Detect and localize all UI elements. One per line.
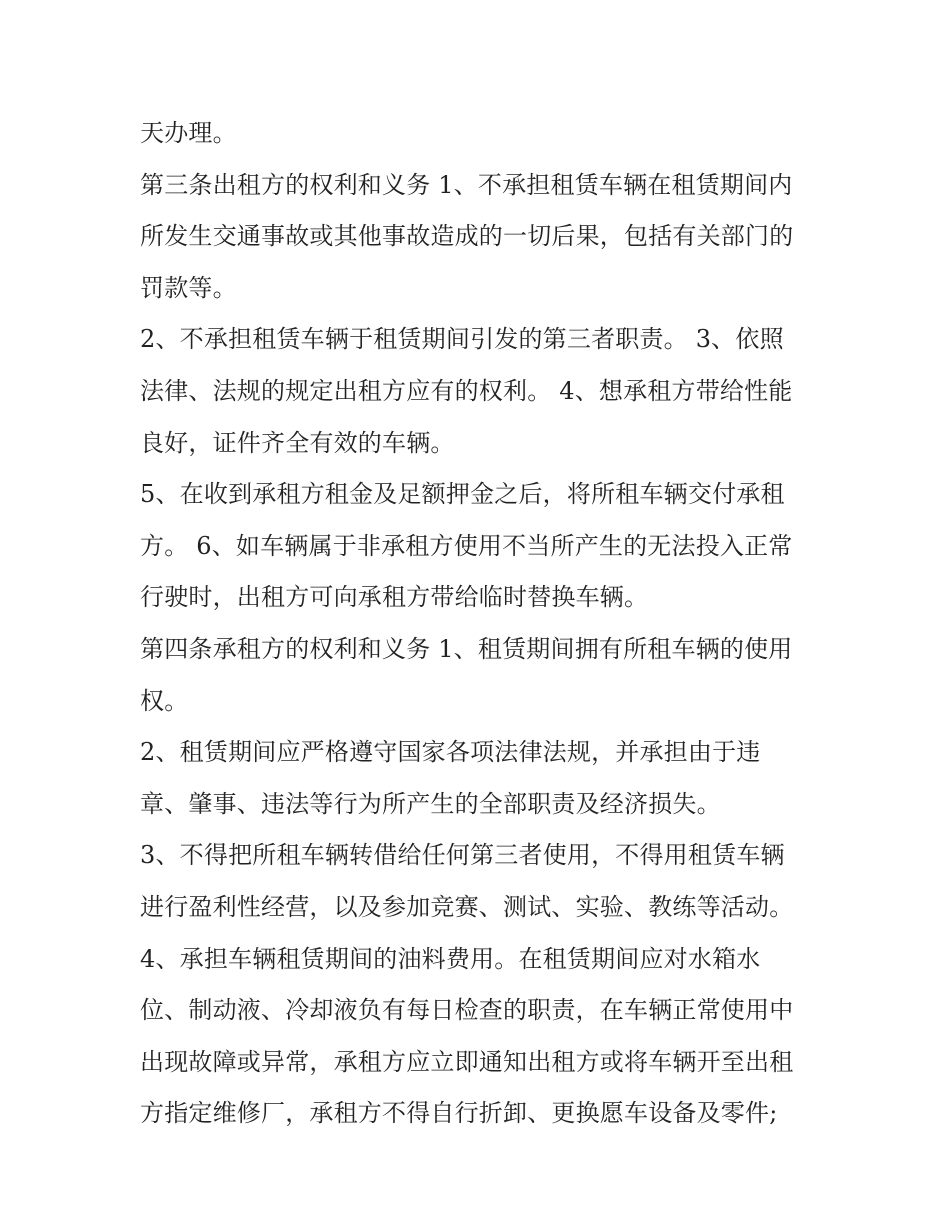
text-line: 第四条承租方的权利和义务 1、租赁期间拥有所租车辆的使用 — [140, 634, 793, 663]
text-line: 章、肇事、违法等行为所产生的全部职责及经济损失。 — [140, 789, 721, 818]
text-line: 3、不得把所租车辆转借给任何第三者使用，不得用租赁车辆 — [140, 841, 785, 870]
text-line: 2、不承担租赁车辆于租赁期间引发的第三者职责。 3、依照 — [140, 325, 784, 354]
text-line: 2、租赁期间应严格遵守国家各项法律法规，并承担由于违 — [140, 738, 761, 767]
text-line: 第三条出租方的权利和义务 1、不承担租赁车辆在租赁期间内 — [140, 170, 793, 199]
text-line: 所发生交通事故或其他事故造成的一切后果，包括有关部门的 — [140, 222, 794, 251]
text-line: 权。 — [140, 686, 189, 715]
text-line: 4、承担车辆租赁期间的油料费用。在租赁期间应对水箱水 — [140, 944, 761, 973]
text-line: 良好，证件齐全有效的车辆。 — [140, 428, 455, 457]
text-line: 方指定维修厂，承租方不得自行折卸、更换愿车设备及零件; — [140, 1099, 778, 1128]
text-line: 位、制动液、冷却液负有每日检查的职责，在车辆正常使用中 — [140, 996, 794, 1025]
text-line: 法律、法规的规定出租方应有的权利。 4、想承租方带给性能 — [140, 376, 793, 405]
text-line: 罚款等。 — [140, 273, 237, 302]
text-line: 进行盈利性经营，以及参加竞赛、测试、实验、教练等活动。 — [140, 892, 794, 921]
text-line: 5、在收到承租方租金及足额押金之后，将所租车辆交付承租 — [140, 480, 785, 509]
text-line: 出现故障或异常，承租方应立即通知出租方或将车辆开至出租 — [140, 1047, 794, 1076]
document-body — [140, 108, 830, 1140]
text-line: 行驶时，出租方可向承租方带给临时替换车辆。 — [140, 583, 649, 612]
text-line: 天办理。 — [140, 119, 237, 147]
text-line: 方。 6、如车辆属于非承租方使用不当所产生的无法投入正常 — [140, 531, 793, 560]
